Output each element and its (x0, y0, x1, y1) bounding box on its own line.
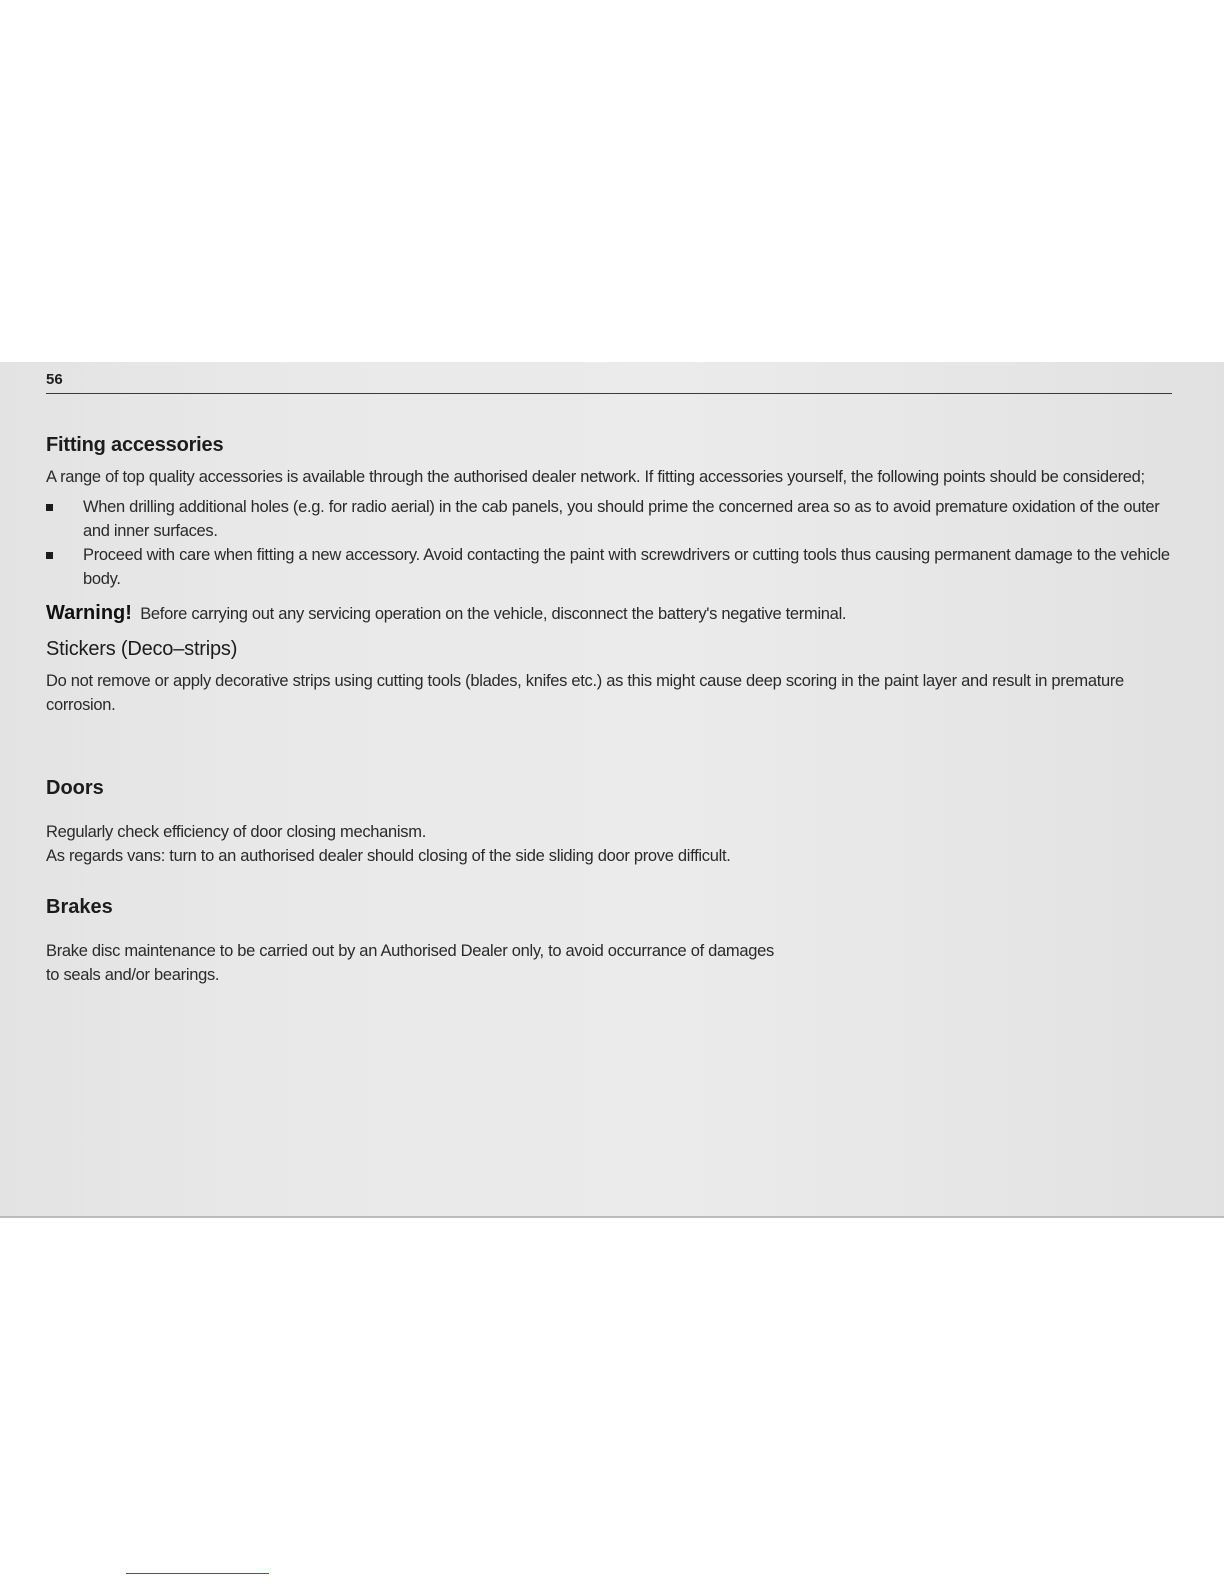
stickers-text: Do not remove or apply decorative strips using cutting tools (blades, knifes etc.) as this might cause deep scoring in the paint layer and result in premature corrosion. (46, 672, 1124, 714)
fitting-accessories-heading: Fitting accessories (46, 434, 224, 456)
brakes-heading: Brakes (46, 896, 113, 918)
doors-line-2: As regards vans: turn to an authorised dealer should closing of the side sliding door prove difficult. (46, 847, 731, 865)
square-bullet-icon (46, 552, 53, 559)
stickers-heading: Stickers (Deco–strips) (46, 638, 238, 660)
list-item (46, 543, 1172, 591)
list-item-text: Proceed with care when fitting a new accessory. Avoid contacting the paint with screwdrivers or cutting tools thus causing permanent damage to the vehicle body. (83, 546, 1170, 588)
section-doors (46, 777, 1172, 868)
page-content (46, 434, 1172, 987)
list-item (46, 495, 1172, 543)
warning-text: Before carrying out any servicing operation on the vehicle, disconnect the battery's negative terminal. (140, 605, 847, 623)
fitting-accessories-list (46, 495, 1172, 591)
section-brakes (46, 896, 1172, 987)
warning-note (46, 599, 1172, 628)
header-rule (46, 393, 1172, 394)
brakes-text: Brake disc maintenance to be carried out by an Authorised Dealer only, to avoid occurrance of damages to seals and/or bearings. (46, 942, 774, 984)
square-bullet-icon (46, 504, 53, 511)
warning-label: Warning! (46, 602, 132, 624)
doors-line-1: Regularly check efficiency of door closing mechanism. (46, 823, 426, 841)
footer-rule (126, 1573, 269, 1574)
fitting-accessories-intro: A range of top quality accessories is available through the authorised dealer network. If fitting accessories yourself, the following points should be considered; (46, 468, 1145, 486)
doors-heading: Doors (46, 777, 104, 799)
page-number: 56 (46, 371, 63, 388)
section-stickers (46, 638, 1172, 717)
scanned-page (0, 362, 1224, 1218)
section-fitting-accessories (46, 434, 1172, 591)
list-item-text: When drilling additional holes (e.g. for radio aerial) in the cab panels, you should prime the concerned area so as to avoid premature oxidation of the outer and inner surfaces. (83, 498, 1160, 540)
